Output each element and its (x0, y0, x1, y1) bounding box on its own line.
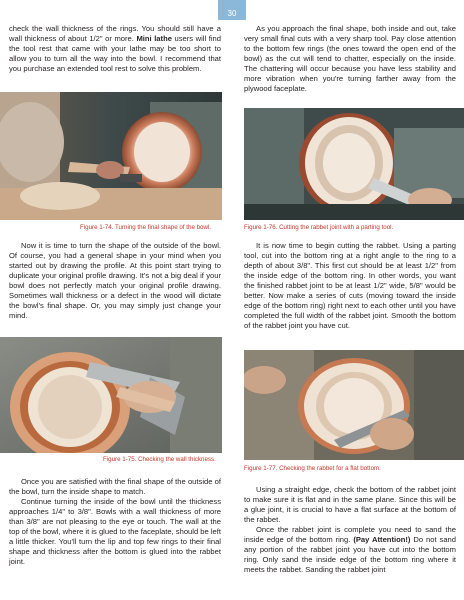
left-para-2-text: Now it is time to turn the shape of the outside of the bowl. Of course, you had a general shape in your mind when you started out by drawing the profile. At this point start trying to duplicate your original profile drawing. It's not a big deal if your bowl does not perfectly match your original profile drawing. Sometimes wall thickness or a defect in the wood will dictate the bowl's final shape. Or, you may simply just change your mind. (9, 241, 221, 321)
figure-75-photo (0, 337, 222, 453)
left-para-2 (9, 241, 221, 321)
figure-76-photo (244, 108, 464, 220)
left-para-1-bold: Mini lathe (136, 34, 172, 44)
right-para-4-bold: (Pay Attention!) (353, 535, 411, 545)
left-para-1-text-b: users will find the tool rest that came with your lathe may be too short to allow you to turn all the way into the bowl. I recommend that you purchase an extended tool rest to solve this problem. (9, 34, 221, 74)
page-number: 30 (218, 0, 246, 20)
left-para-4-text: Continue turning the inside of the bowl until the thickness approaches 1/4" to 3/8". Bowls with a wall thickness of more than 3/8" are not pleasing to the eye or touch. The wall at the top of the bowl, where it is glued to the faceplate, should be left a little thicker. You'll turn the lip and top few rings to their final shape and thickness after the bottom is glued into the rabbet joint. (9, 497, 221, 567)
left-para-1-text-a: check the wall thickness of the rings. You should still have a wall thickness of about 1/2" or more. (9, 24, 221, 44)
right-para-4-text-b: Do not sand any portion of the rabbet joint you have cut into the bottom ring. Only sand the inside edge of the bottom ring where it meets the rabbet. Sanding the rabbet joint (244, 535, 457, 575)
right-para-3-text: Using a straight edge, check the bottom of the rabbet joint to make sure it is flat and in the same plane. Since this will be a glue joint, it is crucial to have a flat surface at the bottom of the rabbet. (244, 485, 456, 525)
figure-77-caption: Figure 1-77. Checking the rabbet for a flat bottom. (244, 465, 381, 472)
figure-77-photo (244, 350, 464, 460)
right-para-2 (244, 241, 456, 331)
figure-76-caption: Figure 1-76. Cutting the rabbet joint with a parting tool. (244, 224, 394, 231)
left-para-3-text: Once you are satisfied with the final shape of the outside of the bowl, turn the inside shape to match. (9, 477, 221, 497)
right-para-3 (244, 485, 456, 575)
right-para-2-text: It is now time to begin cutting the rabbet. Using a parting tool, cut into the bottom ring at a right angle to the ring to a depth of about 3/8". This first cut should be at least 1/2" from the inside edge of the bottom ring. In other words, you want the finished rabbet joint to be at least 1/2" wide, 5/8" would be better. Now make a series of cuts (moving toward the inside edge of the bottom ring) right next to each other until you have completed the full width of the rabbet joint. Smooth the bottom of the rabbet joint you have cut. (244, 241, 456, 331)
figure-75-caption: Figure 1-75. Checking the wall thickness. (103, 456, 216, 463)
right-para-4 (244, 525, 456, 575)
right-para-1 (244, 24, 456, 94)
figure-74-photo (0, 92, 222, 220)
figure-74-caption: Figure 1-74. Turning the final shape of the bowl. (80, 224, 212, 231)
left-para-1 (9, 24, 221, 74)
right-para-4-text-a: Once the rabbet joint is complete you need to sand the inside edge of the bottom ring. (244, 525, 456, 545)
left-para-3 (9, 477, 221, 567)
right-para-1-text: As you approach the final shape, both inside and out, take very small final cuts with a very sharp tool. Pay close attention to the bottom few rings (the ones toward the open end of the bowl) as the cut will tend to chatter, especially on the inside. The chattering will occur because you have less stability and more vibration when you're turning farther away from the plywood faceplate. (244, 24, 456, 94)
